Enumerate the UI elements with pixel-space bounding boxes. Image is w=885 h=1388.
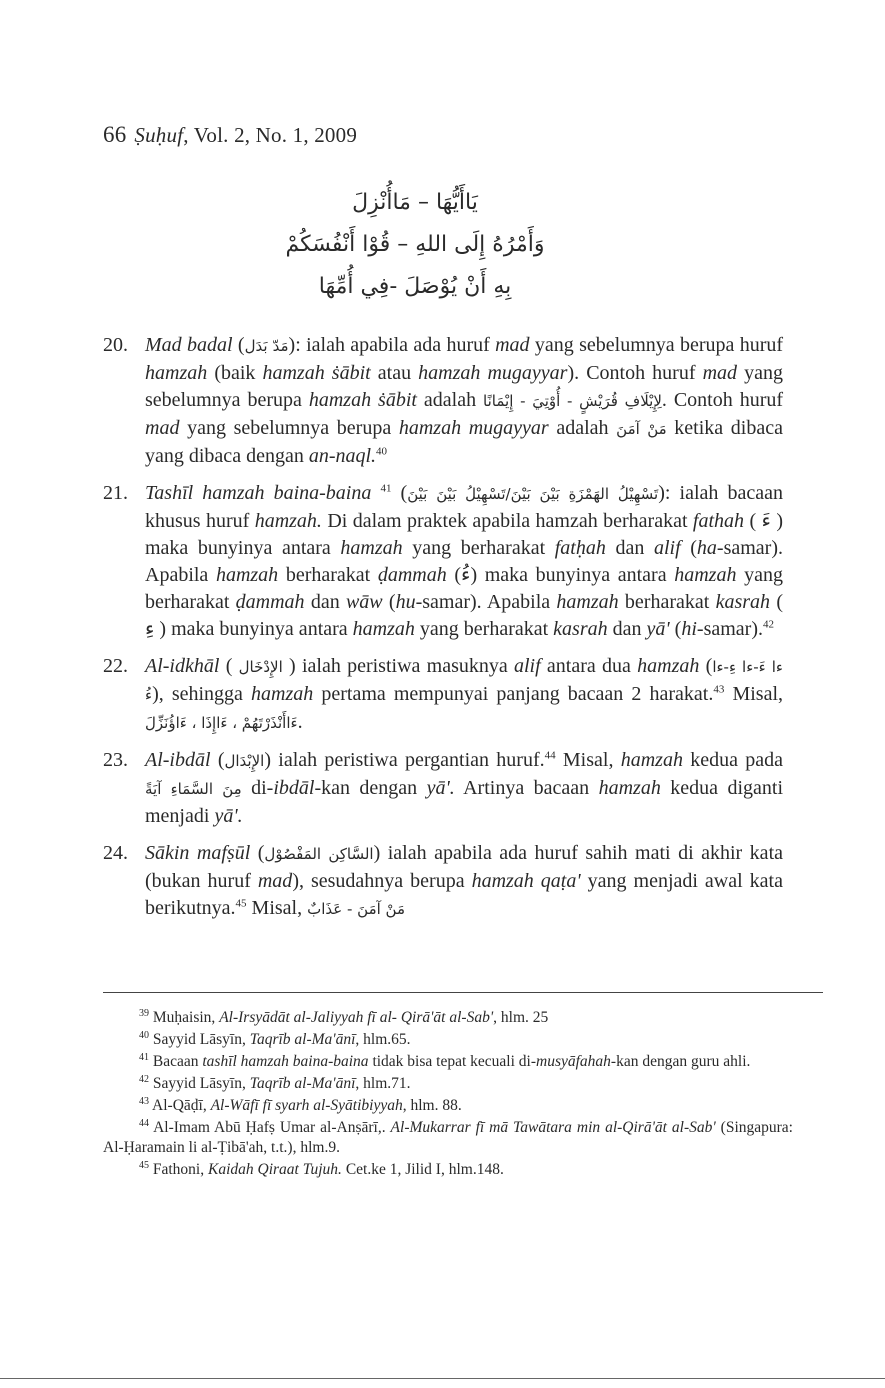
arabic-line: بِهِ أَنْ يُوْصَلَ -فِي أُمِّهَا <box>318 274 512 299</box>
footnote-ref: 42 <box>762 618 774 631</box>
footnote-ref: 43 <box>713 683 725 696</box>
entry-21 <box>103 480 783 643</box>
running-header <box>103 122 357 148</box>
entry-term: Sākin mafṣūl <box>145 842 251 864</box>
term-arabic: السَّاكِن المَفْصُوْل <box>264 845 374 863</box>
footnote-ref: 45 <box>235 897 247 910</box>
footnote-ref: 44 <box>544 749 556 762</box>
term-arabic: تَسْهِيْلُ الهَمْزَةِ بَيْنَ بَيْنَ/تَسْهِيْلُ بَيْنَ بَيْنَ <box>407 485 659 503</box>
arabic-example: مِنَ السَّمَاءِ آيَةً <box>145 780 242 798</box>
term-arabic: الإِبْدَال <box>224 752 265 770</box>
entry-body: Tashīl hamzah baina-baina $^{41}$ (تَسْهِيْلُ الهَمْزَةِ بَيْنَ بَيْنَ/تَسْهِيْلُ بَيْنَ بَيْنَ): ialah bacaan khusus huruf hamzah. Di dalam praktek apabila hamzah berharakat fathah ( ءَ ) maka bunyinya antara hamzah yang berharakat fatḥah dan alif (ha-samar). Apabila hamzah berharakat ḍammah (ءُ) maka bunyinya antara hamzah yang berharakat ḍammah dan wāw (hu-samar). Apabila hamzah berharakat kasrah ( ءِ ) maka bunyinya antara hamzah yang berharakat kasrah dan yā' (hi-samar).$^{42}$ <box>145 482 784 640</box>
entry-24 <box>103 840 783 923</box>
footnote-ref: 41 <box>380 482 392 495</box>
journal-title: Ṣuḥuf <box>134 123 184 147</box>
entry-23 <box>103 747 783 830</box>
arabic-line: يَاأَيُّهَا – مَاأُنْزِلَ <box>352 190 478 215</box>
journal-volume: , Vol. 2, No. 1, 2009 <box>183 123 358 147</box>
footnote-divider <box>103 992 823 993</box>
numbered-entries <box>103 332 783 933</box>
term-arabic: الإِدْخَال <box>238 658 283 676</box>
footnote-43: $^{43}$ Al-Qāḍī, Al-Wāfī fī syarh al-Syātibiyyah, hlm. 88. <box>139 1095 462 1114</box>
arabic-example: مَنْ آمَنَ <box>616 420 667 438</box>
footnote-45: $^{45}$ Fathoni, Kaidah Qiraat Tujuh. Cet.ke 1, Jilid I, hlm.148. <box>139 1159 504 1178</box>
entry-number: 22. <box>103 655 128 677</box>
footnote-40: $^{40}$ Sayyid Lāsyīn, Taqrīb al-Ma'ānī, hlm.65. <box>139 1029 411 1048</box>
entry-number: 23. <box>103 749 128 771</box>
scan-edge-line <box>0 1378 885 1379</box>
entry-body: Al-ibdāl (الإِبْدَال) ialah peristiwa pergantian huruf.$^{44}$ Misal, hamzah kedua pada مِنَ السَّمَاءِ آيَةً di-ibdāl-kan dengan yā'. Artinya bacaan hamzah kedua diganti menjadi yā'. <box>145 749 784 827</box>
page-number: 66 <box>103 122 127 147</box>
footnote-44: $^{44}$ Al-Imam Abū Ḥafṣ Umar al-Anṣārī,. Al-Mukarrar fī mā Tawātara min al-Qirā'āt al-Sab' (Singapura: Al-Ḥaramain li al-Ṭibā'ah, t.t.), hlm.9. <box>103 1117 793 1156</box>
entry-body: Mad badal (مَدّ بَدَل): ialah apabila ada huruf mad yang sebelumnya berupa huruf hamzah (baik hamzah ṡābit atau hamzah mugayyar). Contoh huruf mad yang sebelumnya berupa hamzah ṡābit adalah لِإِيْلَافِ قُرَيْشٍ - أُوْتِيَ - إِيْمَانًا. Contoh huruf mad yang sebelumnya berupa hamzah mugayyar adalah مَنْ آمَنَ ketika dibaca yang dibaca dengan an-naql.$^{40}$ <box>145 334 784 467</box>
footnote-41: $^{41}$ Bacaan tashīl hamzah baina-baina tidak bisa tepat kecuali di-musyāfahah-kan dengan guru ahli. <box>139 1051 751 1070</box>
footnote-39: $^{39}$ Muḥaisin, Al-Irsyādāt al-Jaliyyah fī al- Qirā'āt al-Sab', hlm. 25 <box>139 1007 549 1026</box>
entry-body: Sākin mafṣūl (السَّاكِن المَفْصُوْل) ialah apabila ada huruf sahih mati di akhir kata (bukan huruf mad), sesudahnya berupa hamzah qaṭa' yang menjadi awal kata berikutnya.$^{45}$ Misal, مَنْ آمَنَ - عَذَابٌ <box>145 842 783 919</box>
footnote-42: $^{42}$ Sayyid Lāsyīn, Taqrīb al-Ma'ānī, hlm.71. <box>139 1073 411 1092</box>
arabic-line: وَأَمْرُهُ إِلَى اللهِ – قُوْا أَنْفُسَكُمْ <box>285 232 545 257</box>
arabic-example: لِإِيْلَافِ قُرَيْشٍ - أُوْتِيَ - إِيْمَانًا <box>483 392 662 410</box>
arabic-example: ءا ءَ-ءا ءِ-ءا ءُ <box>145 658 783 704</box>
footnote-ref: 40 <box>376 445 388 458</box>
arabic-example: مَنْ آمَنَ - عَذَابٌ <box>307 900 405 918</box>
entry-term: Mad badal <box>145 334 233 356</box>
entry-number: 20. <box>103 334 128 356</box>
arabic-example-block <box>250 182 580 308</box>
entry-term: Tashīl hamzah baina-baina <box>145 482 372 504</box>
entry-22 <box>103 653 783 737</box>
entry-number: 21. <box>103 482 128 504</box>
entry-term: Al-ibdāl <box>145 749 211 771</box>
entry-term: Al-idkhāl <box>145 655 220 677</box>
arabic-example: ءَاأَنْذَرْتَهُمْ ، ءَاإِذَا ، ءَاؤُنَزِّلَ <box>145 714 298 732</box>
entry-20 <box>103 332 783 470</box>
term-arabic: مَدّ بَدَل <box>244 337 289 355</box>
entry-body: Al-idkhāl ( الإِدْخَال ) ialah peristiwa masuknya alif antara dua hamzah (ءا ءَ-ءا ءِ-ءا ءُ), sehingga hamzah pertama mempunyai panjang bacaan 2 harakat.$^{43}$ Misal, ءَاأَنْذَرْتَهُمْ ، ءَاإِذَا ، ءَاؤُنَزِّلَ. <box>145 655 783 733</box>
footnotes <box>103 1008 793 1182</box>
entry-number: 24. <box>103 842 128 864</box>
